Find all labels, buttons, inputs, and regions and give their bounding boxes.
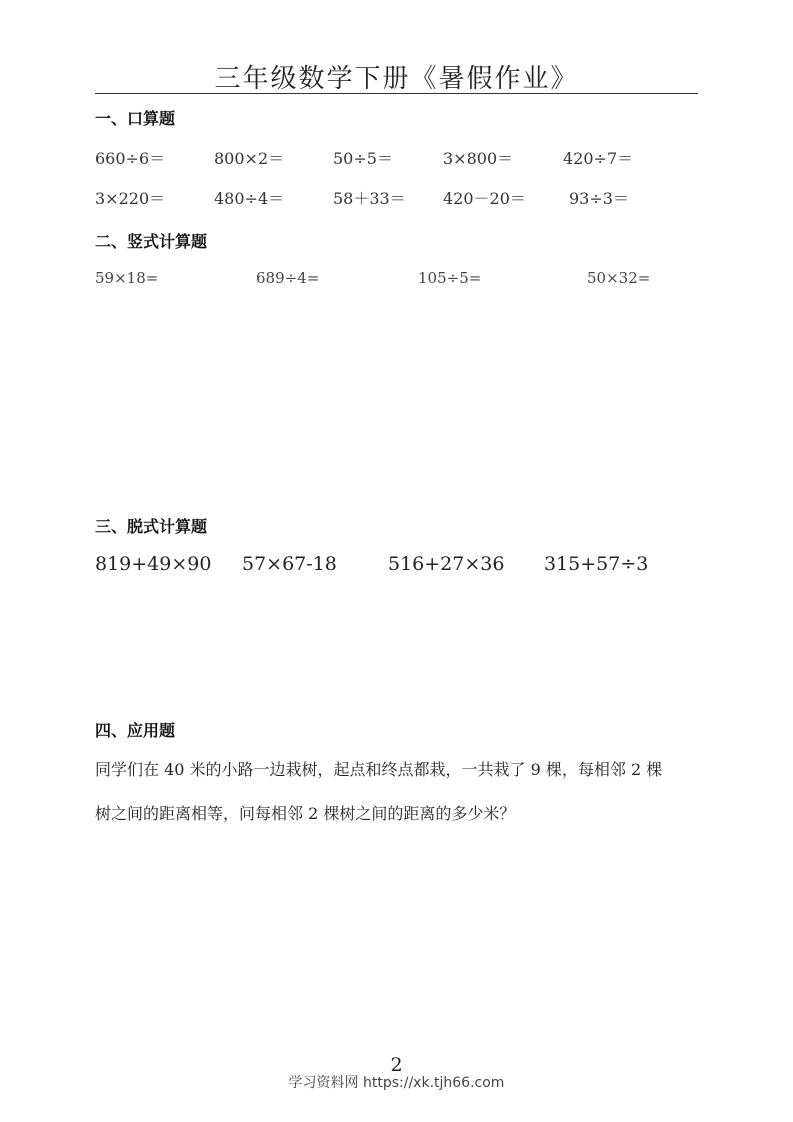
word-problem-line: 树之间的距离相等，问每相邻 2 棵树之间的距离的多少米？ bbox=[95, 804, 516, 823]
oral-problem: 50÷5＝ bbox=[333, 149, 393, 168]
section-continuous-heading: 三、脱式计算题 bbox=[95, 517, 208, 536]
oral-problem: 3×800＝ bbox=[443, 149, 514, 168]
oral-problem: 480÷4＝ bbox=[214, 189, 285, 208]
continuous-problem: 516+27×36 bbox=[388, 553, 505, 575]
oral-problem: 58＋33＝ bbox=[333, 189, 406, 208]
oral-problem: 660÷6＝ bbox=[95, 149, 166, 168]
page-title: 三年级数学下册《暑假作业》 bbox=[214, 64, 579, 94]
page-number: 2 bbox=[390, 1054, 403, 1076]
oral-problem: 800×2＝ bbox=[214, 149, 285, 168]
footer-watermark: 学习资料网 https://xk.tjh66.com bbox=[288, 1075, 505, 1091]
continuous-problem: 819+49×90 bbox=[95, 553, 212, 575]
continuous-problem: 57×67-18 bbox=[242, 553, 337, 575]
title-underline bbox=[95, 93, 698, 94]
section-vertical-heading: 二、竖式计算题 bbox=[95, 232, 208, 251]
section-oral-heading: 一、口算题 bbox=[95, 109, 176, 128]
vertical-problem: 689÷4= bbox=[256, 269, 320, 287]
vertical-problem: 50×32= bbox=[587, 269, 651, 287]
oral-problem: 3×220＝ bbox=[95, 189, 166, 208]
oral-problem: 93÷3＝ bbox=[569, 189, 629, 208]
oral-problem: 420÷7＝ bbox=[563, 149, 634, 168]
word-problem-line: 同学们在 40 米的小路一边栽树，起点和终点都栽，一共栽了 9 棵，每相邻 2 棵 bbox=[95, 760, 663, 779]
vertical-problem: 59×18= bbox=[95, 269, 159, 287]
continuous-problem: 315+57÷3 bbox=[544, 553, 649, 575]
section-word-problem-heading: 四、应用题 bbox=[95, 721, 176, 740]
oral-problem: 420－20＝ bbox=[443, 189, 526, 208]
vertical-problem: 105÷5= bbox=[418, 269, 482, 287]
